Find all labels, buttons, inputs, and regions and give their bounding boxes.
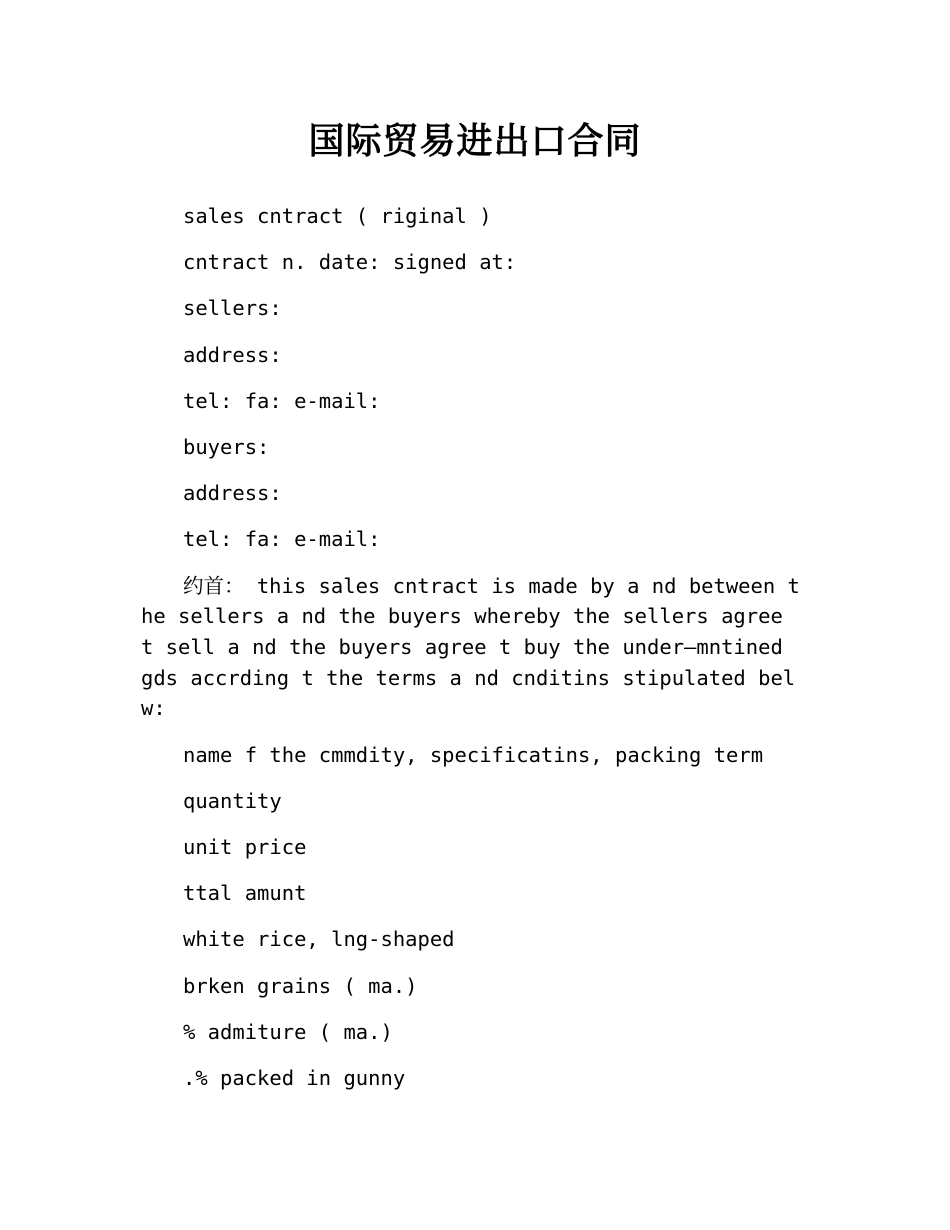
contract-number-date-line: cntract n. date: signed at:	[183, 250, 517, 275]
packing-line: .% packed in gunny	[183, 1066, 406, 1091]
commodity-header-line: name f the cmmdity, specificatins, packing term	[183, 742, 764, 767]
document-title: 国际贸易进出口合同	[308, 121, 642, 162]
preamble-paragraph: 约首： this sales cntract is made by a nd between the sellers a nd the buyers whereby the sellers agree t sell a nd the buyers agree t buy the under—mntined gds accrding t the terms a nd cnditins stipulated belw:	[141, 573, 800, 721]
sellers-line: sellers:	[183, 296, 282, 321]
commodity-line: white rice, lng-shaped	[183, 927, 455, 952]
unit-price-line: unit price	[183, 835, 307, 860]
sellers-address-line: address:	[183, 342, 282, 367]
buyers-contact-line: tel: fa: e-mail:	[183, 527, 381, 552]
broken-grains-line: brken grains ( ma.)	[183, 973, 418, 998]
document-body	[141, 201, 811, 1109]
total-amount-line: ttal amunt	[183, 881, 307, 906]
buyers-line: buyers:	[183, 435, 270, 460]
sellers-contact-line: tel: fa: e-mail:	[183, 388, 381, 413]
quantity-line: quantity	[183, 788, 282, 813]
contract-heading-line: sales cntract ( riginal )	[183, 204, 492, 228]
admixture-line: % admiture ( ma.)	[183, 1019, 393, 1044]
buyers-address-line: address:	[183, 481, 282, 506]
